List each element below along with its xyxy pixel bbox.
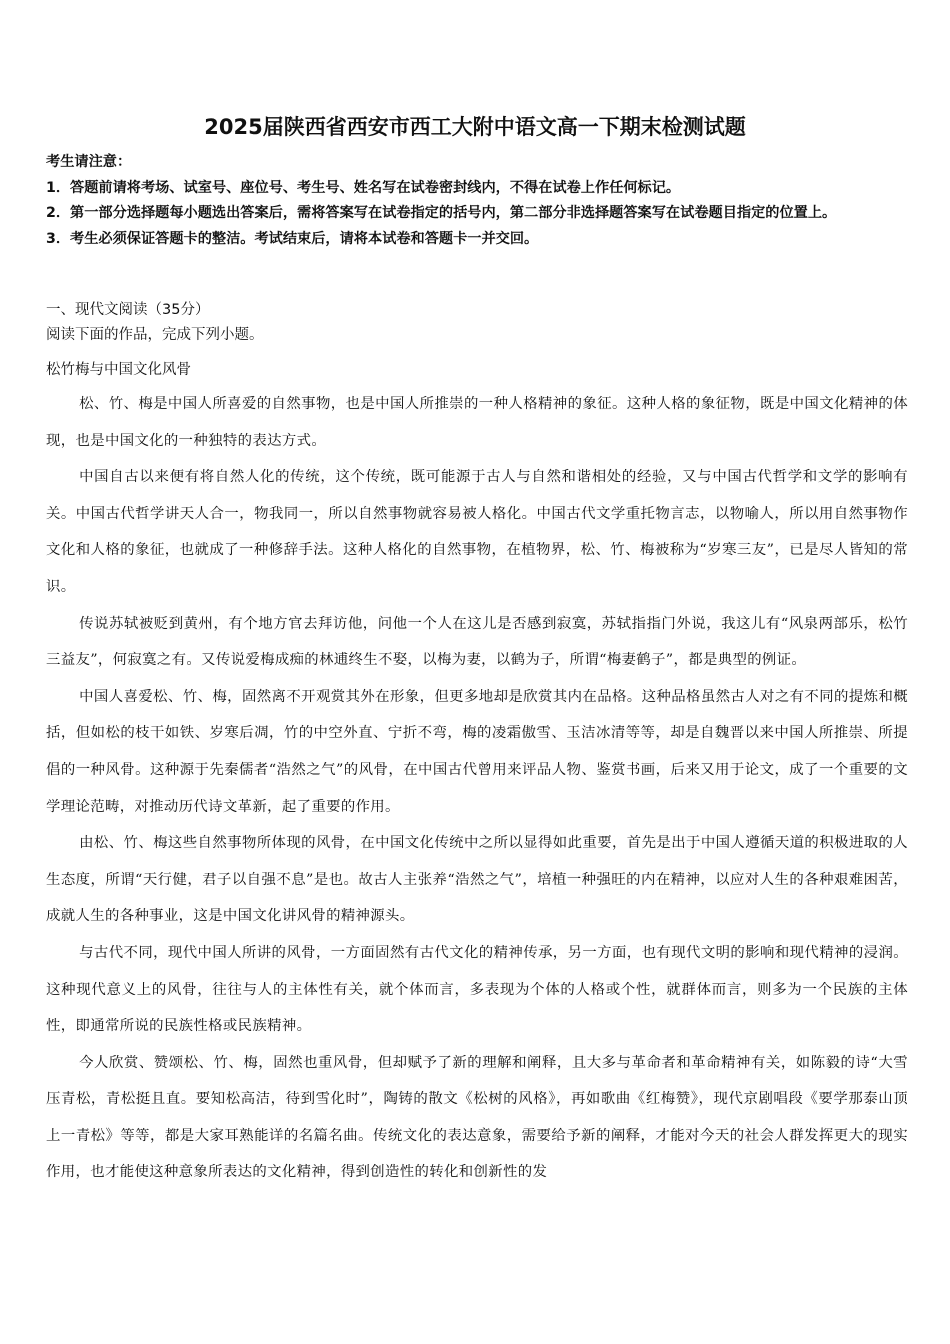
article-paragraph-5: 由松、竹、梅这些自然事物所体现的风骨，在中国文化传统中之所以显得如此重要，首先是出于中国人遵循天道的积极进取的人生态度，所谓“天行健，君子以自强不息”是也。故古人主张养“浩然之气”，培植一种强旺的内在精神，以应对人生的各种艰难困苦，成就人生的各种事业，这是中国文化讲风骨的精神源头。 bbox=[46, 835, 908, 925]
exam-title: 2025届陕西省西安市西工大附中语文高一下期末检测试题 bbox=[204, 115, 746, 139]
notice-item-1: 1．答题前请将考场、试室号、座位号、考生号、姓名写在试卷密封线内，不得在试卷上作任何标记。 bbox=[46, 179, 681, 196]
notice-item-2: 2．第一部分选择题每小题选出答案后，需将答案写在试卷指定的括号内，第二部分非选择题答案写在试卷题目指定的位置上。 bbox=[46, 205, 837, 221]
article-paragraph-4: 中国人喜爱松、竹、梅，固然离不开观赏其外在形象，但更多地却是欣赏其内在品格。这种品格虽然古人对之有不同的提炼和概括，但如松的枝干如铁、岁寒后凋，竹的中空外直、宁折不弯，梅的凌霜傲雪、玉洁冰清等等，却是自魏晋以来中国人所推崇、所提倡的一种风骨。这种源于先秦儒者“浩然之气”的风骨，在中国古代曾用来评品人物、鉴赏书画，后来又用于论文，成了一个重要的文学理论范畴，对推动历代诗文革新，起了重要的作用。 bbox=[46, 688, 908, 815]
notice-heading: 考生请注意： bbox=[46, 154, 132, 170]
article-paragraph-3: 传说苏轼被贬到黄州，有个地方官去拜访他，问他一个人在这儿是否感到寂寞，苏轼指指门外说，我这儿有“风泉两部乐，松竹三益友”，何寂寞之有。又传说爱梅成痴的林逋终生不娶，以梅为妻，以鹤为子，所谓“梅妻鹤子”，都是典型的例证。 bbox=[46, 615, 908, 669]
section-heading: 一、现代文阅读（35分） bbox=[46, 302, 210, 318]
candidate-notice bbox=[46, 150, 906, 252]
notice-item-3: 3．考生必须保证答题卡的整洁。考试结束后，请将本试卷和答题卡一并交回。 bbox=[46, 230, 539, 247]
article-paragraph-2: 中国自古以来便有将自然人化的传统，这个传统，既可能源于古人与自然和谐相处的经验，又与中国古代哲学和文学的影响有关。中国古代哲学讲天人合一，物我同一，所以自然事物就容易被人格化。中国古代文学重托物言志，以物喻人，所以用自然事物作文化和人格的象征，也就成了一种修辞手法。这种人格化的自然事物，在植物界，松、竹、梅被称为“岁寒三友”，已是尽人皆知的常识。 bbox=[46, 469, 908, 595]
article-paragraph-7: 今人欣赏、赞颂松、竹、梅，固然也重风骨，但却赋予了新的理解和阐释，且大多与革命者和革命精神有关，如陈毅的诗“大雪压青松，青松挺且直。要知松高洁，待到雪化时”，陶铸的散文《松树的风格》，再如歌曲《红梅赞》，现代京剧唱段《要学那泰山顶上一青松》等等，都是大家耳熟能详的名篇名曲。传统文化的表达意象，需要给予新的阐释，才能对今天的社会人群发挥更大的现实作用，也才能使这种意象所表达的文化精神，得到创造性的转化和创新性的发 bbox=[46, 1054, 908, 1181]
article-title: 松竹梅与中国文化风骨 bbox=[46, 362, 191, 378]
article-paragraph-1: 松、竹、梅是中国人所喜爱的自然事物，也是中国人所推崇的一种人格精神的象征。这种人格的象征物，既是中国文化精神的体现，也是中国文化的一种独特的表达方式。 bbox=[46, 396, 908, 449]
article-body bbox=[46, 386, 908, 1191]
reading-instruction: 阅读下面的作品，完成下列小题。 bbox=[46, 327, 264, 343]
article-paragraph-6: 与古代不同，现代中国人所讲的风骨，一方面固然有古代文化的精神传承，另一方面，也有现代文明的影响和现代精神的浸润。这种现代意义上的风骨，往往与人的主体性有关，就个体而言，多表现为个体的人格或个性，就群体而言，则多为一个民族的主体性，即通常所说的民族性格或民族精神。 bbox=[46, 944, 908, 1035]
